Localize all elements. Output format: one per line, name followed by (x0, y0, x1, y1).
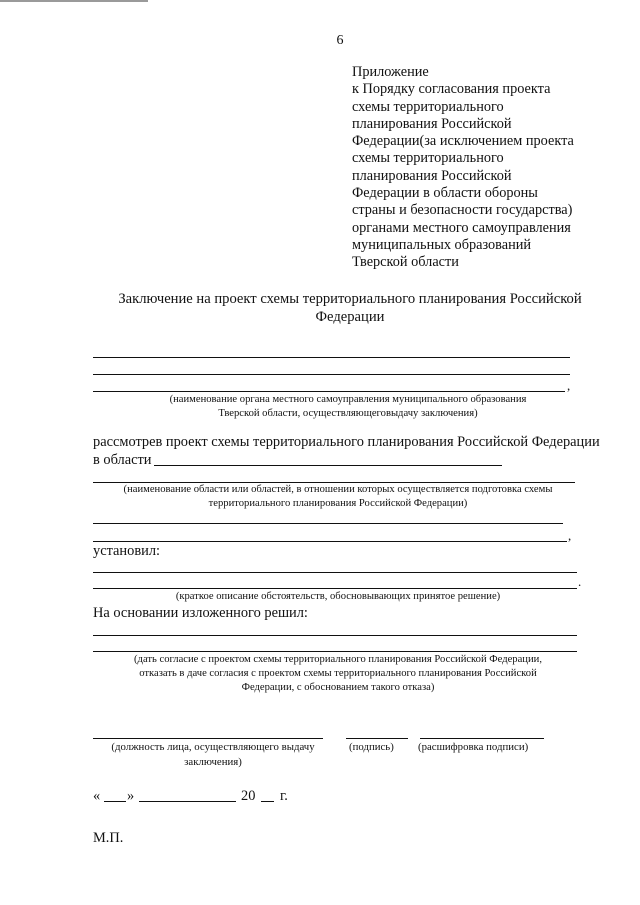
stamp-label: М.П. (93, 830, 124, 846)
appendix-line: муниципальных образований (352, 236, 532, 253)
position-blank-line[interactable] (93, 738, 323, 739)
circumstances-blank-line[interactable] (93, 572, 577, 573)
circumstances-blank-line[interactable] (93, 588, 577, 589)
date-open-quote: « (93, 788, 101, 804)
title-line: Заключение на проект схемы территориального планирования Российской (118, 291, 582, 307)
decision-blank-line[interactable] (93, 635, 577, 636)
appendix-line: планирования Российской (352, 167, 512, 184)
appendix-line: Федерации в области обороны (352, 185, 538, 202)
appendix-line: Тверской области (352, 254, 459, 271)
date-close-quote: » (127, 788, 135, 804)
caption-line: (наименование области или областей, в отношении которых осуществляется подготовка схемы (123, 484, 553, 495)
title-line: Федерации (315, 308, 385, 325)
caption-line: (наименование органа местного самоуправления муниципального образования (169, 394, 527, 405)
caption-line: территориального планирования Российской Федерации) (208, 498, 468, 509)
appendix-header (352, 64, 632, 272)
area-blank-line[interactable] (154, 465, 502, 466)
established-label: установил: (93, 543, 161, 559)
appendix-line: страны и безопасности государства) (352, 202, 573, 219)
in-area-label: в области (93, 452, 152, 468)
considered-text: рассмотрев проект схемы территориального планирования Российской Федерации (93, 434, 600, 450)
appendix-line: планирования Российской (352, 115, 512, 132)
caption-line: (дать согласие с проектом схемы территориального планирования Российской Федерации, (134, 654, 542, 665)
appendix-line: к Порядку согласования проекта (352, 81, 551, 98)
area-caption (93, 483, 583, 511)
scan-edge-mark (0, 0, 148, 2)
circumstances-caption: (краткое описание обстоятельств, обосновывающих принятое решение) (175, 591, 501, 602)
period-mark: . (578, 574, 582, 589)
date-year-suffix: г. (280, 788, 288, 804)
authority-blank-line[interactable] (93, 391, 565, 392)
appendix-line: схемы территориального (352, 98, 504, 115)
decision-caption (93, 653, 583, 695)
comma-mark: , (568, 528, 572, 543)
decided-label: На основании изложенного решил: (93, 605, 308, 621)
signature-blank-line[interactable] (346, 738, 408, 739)
document-title (70, 291, 630, 326)
decision-blank-line[interactable] (93, 651, 577, 652)
decoding-blank-line[interactable] (420, 738, 544, 739)
authority-blank-line[interactable] (93, 357, 570, 358)
appendix-line: схемы территориального (352, 150, 504, 167)
area-continuation-line[interactable] (93, 541, 567, 542)
date-day-blank[interactable] (104, 801, 126, 802)
comma-mark: , (567, 378, 571, 393)
caption-line: (должность лица, осуществляющего выдачу (111, 741, 315, 753)
authority-blank-line[interactable] (93, 374, 570, 375)
page-number: 6 (336, 33, 344, 48)
caption-line: Федерации, с обоснованием такого отказа) (241, 682, 435, 693)
decoding-caption: (расшифровка подписи) (418, 741, 529, 753)
caption-line: отказать в даче согласия с проектом схемы территориального планирования Российской (139, 668, 537, 679)
caption-line: Тверской области, осуществляющеговыдачу заключения) (218, 408, 478, 419)
caption-line: заключения) (184, 756, 242, 768)
appendix-line: Федерации(за исключением проекта (352, 133, 574, 150)
position-caption (93, 740, 333, 770)
date-year-prefix: 20 (241, 788, 256, 804)
appendix-line: Приложение (352, 64, 429, 80)
area-continuation-line[interactable] (93, 523, 563, 524)
appendix-line: органами местного самоуправления (352, 219, 571, 236)
authority-caption (93, 393, 603, 421)
date-year-blank[interactable] (261, 801, 274, 802)
signature-caption: (подпись) (349, 741, 394, 753)
date-month-blank[interactable] (139, 801, 236, 802)
